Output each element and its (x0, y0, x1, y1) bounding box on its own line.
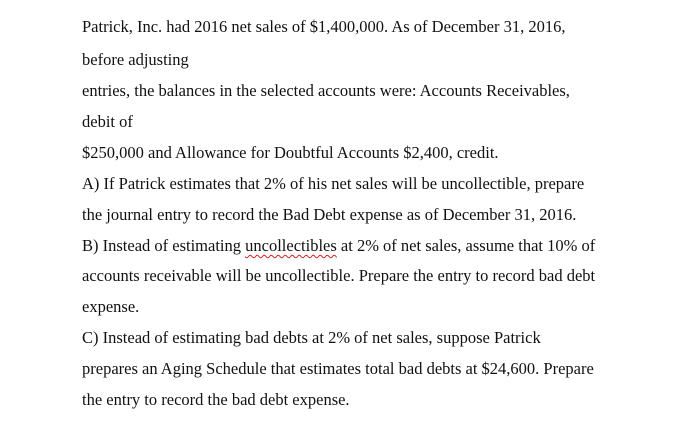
text-span: at 2% of net sales, assume that 10% of (336, 236, 596, 255)
text-span: B) Instead of estimating (82, 236, 246, 255)
question-a-line: A) If Patrick estimates that 2% of his net sales will be uncollectible, prepare (82, 174, 585, 193)
spellcheck-flagged-word[interactable]: uncollectibles (245, 236, 337, 255)
paragraph-line: accounts receivable will be uncollectible. Prepare the entry to record bad debt (82, 266, 596, 285)
paragraph-line: $250,000 and Allowance for Doubtful Accounts $2,400, credit. (82, 143, 499, 162)
paragraph-line: debit of (82, 112, 133, 131)
paragraph-line: entries, the balances in the selected accounts were: Accounts Receivables, (82, 81, 570, 100)
paragraph-line: prepares an Aging Schedule that estimates total bad debts at $24,600. Prepare (82, 359, 594, 378)
question-c-line: C) Instead of estimating bad debts at 2% of net sales, suppose Patrick (82, 328, 541, 347)
paragraph-line: before adjusting (82, 50, 189, 69)
paragraph-line: the journal entry to record the Bad Debt expense as of December 31, 2016. (82, 205, 577, 224)
paragraph-line: expense. (82, 297, 140, 316)
question-b-line (82, 236, 595, 256)
paragraph-line: the entry to record the bad debt expense. (82, 390, 350, 409)
paragraph-line: Patrick, Inc. had 2016 net sales of $1,400,000. As of December 31, 2016, (82, 17, 566, 36)
